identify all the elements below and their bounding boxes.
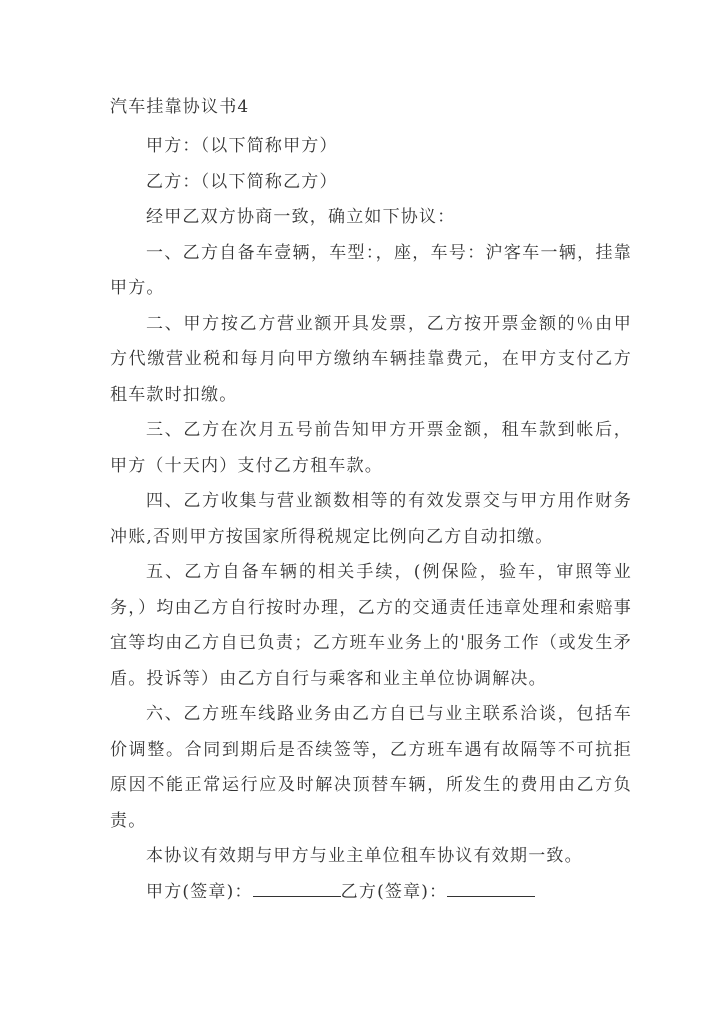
clause-6: 六、乙方班车线路业务由乙方自已与业主联系洽谈，包括车价调整。合同到期后是否续签等，乙方班车遇有故隔等不可抗拒原因不能正常运行应及时解决顶替车辆，所发生的费用由乙方负责。 xyxy=(110,704,632,831)
document-title: 汽车挂靠协议书4 xyxy=(110,97,250,117)
clause-4: 四、乙方收集与营业额数相等的有效发票交与甲方用作财务冲账,否则甲方按国家所得税规定比例向乙方自动扣缴。 xyxy=(110,491,632,547)
clause-3: 三、乙方在次月五号前告知甲方开票金额，租车款到帐后，甲方（十天内）支付乙方租车款。 xyxy=(110,420,632,476)
party-a-signature-label: 甲方(签章)： xyxy=(146,881,253,902)
party-a-line: 甲方：（以下简称甲方） xyxy=(146,136,338,156)
clause-1: 一、乙方自备车壹辆，车型：，座，车号：沪客车一辆，挂靠甲方。 xyxy=(110,242,632,298)
party-b-line: 乙方：（以下简称乙方） xyxy=(146,171,338,192)
validity-paragraph: 本协议有效期与甲方与业主单位租车协议有效期一致。 xyxy=(146,846,583,866)
clause-5: 五、乙方自备车辆的相关手续，(例保险，验车，审照等业务，）均由乙方自行按时办理，乙方的交通责任违章处理和索赔事宜等均由乙方自已负责；乙方班车业务上的'服务工作（或发生矛盾。投诉等）由乙方自行与乘客和业主单位协调解决。 xyxy=(110,562,632,689)
intro-paragraph: 经甲乙双方协商一致，确立如下协议： xyxy=(146,207,456,227)
document-body xyxy=(110,95,632,910)
party-b-signature-label: 乙方(签章)： xyxy=(340,881,448,902)
clause-2: 二、甲方按乙方营业额开具发票，乙方按开票金额的％由甲方代缴营业税和每月向甲方缴纳车辆挂靠费元，在甲方支付乙方租车款时扣缴。 xyxy=(110,313,632,405)
party-a-signature-blank xyxy=(253,878,341,897)
signature-line xyxy=(110,875,632,911)
party-b-signature-blank xyxy=(447,878,535,897)
